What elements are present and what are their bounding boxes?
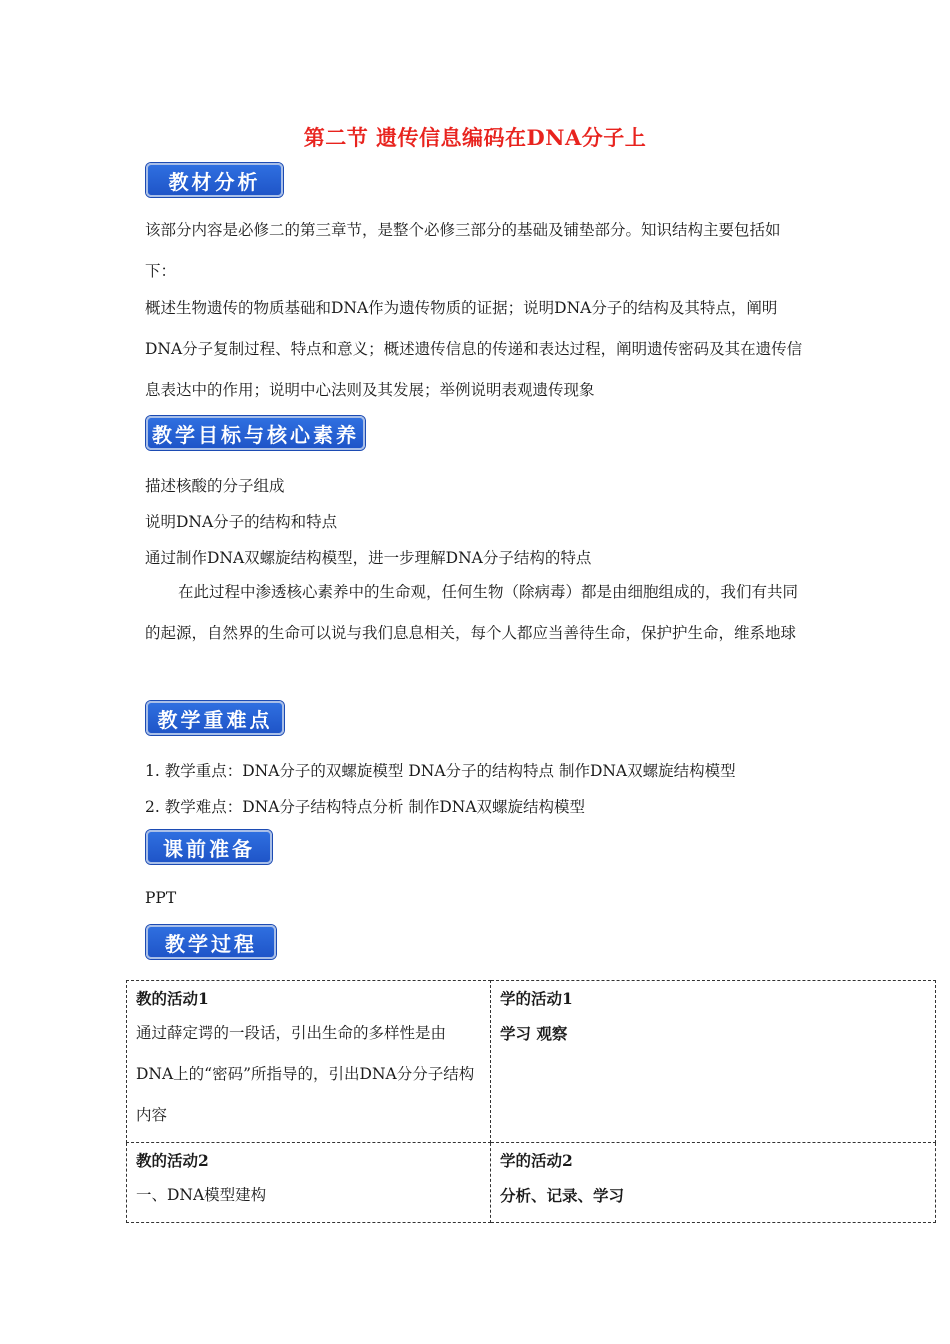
- student-activity-heading: 学的活动1: [500, 989, 573, 1008]
- student-activity-text: 分析、记录、学习: [500, 1186, 625, 1205]
- section-badge-goals: 教学目标与核心素养: [146, 416, 365, 450]
- teacher-activity-text: 通过薛定谔的一段话，引出生命的多样性是由DNA上的“密码”所指导的，引出DNA分分子结构内容: [136, 1024, 475, 1124]
- teacher-activity-heading: 教的活动1: [136, 989, 209, 1008]
- key-point-item: 1. 教学重点：DNA分子的双螺旋模型 DNA分子的结构特点 制作DNA双螺旋结构模型: [145, 762, 736, 780]
- analysis-detail: 概述生物遗传的物质基础和DNA作为遗传物质的证据；说明DNA分子的结构及其特点，阐明DNA分子复制过程、特点和意义；概述遗传信息的传递和表达过程，阐明遗传密码及其在遗传信息表达中的作用；说明中心法则及其发展；举例说明表观遗传现象: [145, 299, 803, 399]
- page-title: 第二节 遗传信息编码在DNA分子上: [303, 125, 647, 150]
- student-activity-heading: 学的活动2: [500, 1151, 573, 1170]
- teacher-activity-heading: 教的活动2: [136, 1151, 209, 1170]
- student-activity-cell: [491, 1143, 936, 1223]
- student-activity-text: 学习 观察: [500, 1024, 568, 1043]
- section-badge-preparation: 课前准备: [146, 830, 272, 864]
- goal-item: 描述核酸的分子组成: [145, 477, 285, 495]
- teacher-activity-cell: [127, 981, 491, 1143]
- process-table: [126, 980, 936, 1223]
- teacher-activity-cell: [127, 1143, 491, 1223]
- table-row: [127, 981, 936, 1143]
- goals-literacy: 在此过程中渗透核心素养中的生命观，任何生物（除病毒）都是由细胞组成的，我们有共同的起源，自然界的生命可以说与我们息息相关，每个人都应当善待生命，保护护生命，维系地球: [145, 583, 799, 642]
- preparation-text: PPT: [145, 889, 177, 907]
- analysis-intro: 该部分内容是必修二的第三章节，是整个必修三部分的基础及铺垫部分。知识结构主要包括如下：: [145, 221, 781, 280]
- goal-item: 说明DNA分子的结构和特点: [145, 513, 338, 531]
- teacher-activity-text: 一、DNA模型建构: [136, 1186, 267, 1204]
- table-row: [127, 1143, 936, 1223]
- key-point-item: 2. 教学难点：DNA分子结构特点分析 制作DNA双螺旋结构模型: [145, 798, 586, 816]
- section-badge-key-points: 教学重难点: [146, 701, 284, 735]
- student-activity-cell: [491, 981, 936, 1143]
- section-badge-analysis: 教材分析: [146, 163, 283, 197]
- section-badge-process: 教学过程: [146, 925, 276, 959]
- goal-item: 通过制作DNA双螺旋结构模型，进一步理解DNA分子结构的特点: [145, 549, 592, 567]
